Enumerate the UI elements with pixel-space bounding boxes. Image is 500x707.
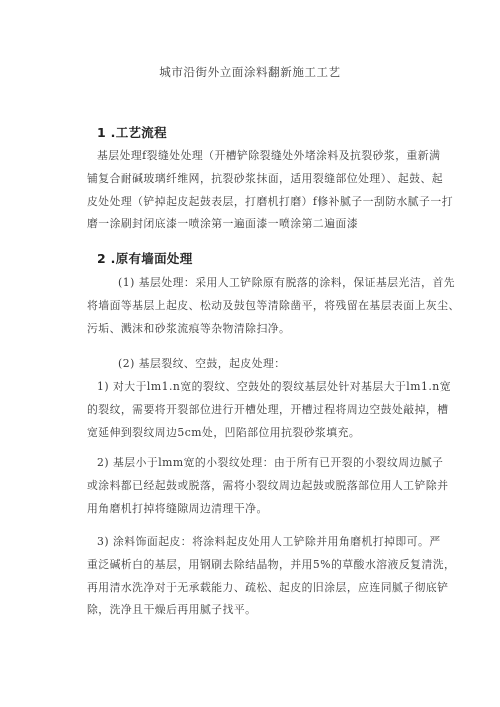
paragraph-line: 2) 基层小于lmm宽的小裂纹处理：由于所有已开裂的小裂纹周边腻子 <box>97 456 444 469</box>
section-heading-wall-treatment: 2 .原有墙面处理 <box>97 251 193 266</box>
paragraph-line: 或涂料都已经起鼓或脱落，需将小裂纹周边起鼓或脱落部位用人工铲除并 <box>87 478 449 492</box>
sub3-paragraph <box>87 531 456 622</box>
paragraph-line: 用角磨机打掉将缝隙周边清理干净。 <box>87 501 268 515</box>
section-heading-process: 1 .工艺流程 <box>97 125 167 140</box>
paragraph-line: 3) 涂料饰面起皮：将涂料起皮处用人工铲除并用角磨机打掉即可。严 <box>97 535 441 548</box>
paragraph-line: 基层处理f裂缝处处理（开槽铲除裂缝处外堵涂料及抗裂砂浆，重新满 <box>97 149 441 162</box>
paragraph-line: 污垢、溅沫和砂浆流痕等杂物清除扫净。 <box>87 321 291 335</box>
paragraph-line: 皮处处理（铲掉起皮起鼓表层，打磨机打磨）f修补腻子一刮防水腻子一打 <box>87 194 453 208</box>
paragraph-line: 重泛碱析白的基层，用钢刷去除结晶物，并用5%的草酸水溶液反复清洗， <box>87 557 456 571</box>
paragraph-line: 磨一涂刷封闭底漆一喷涂第一遍面漆一喷涂第二遍面漆 <box>87 217 359 231</box>
paragraph-line: 宽延伸到裂纹周边5cm处，凹陷部位用抗裂砂浆填充。 <box>87 425 361 439</box>
sub2-paragraph <box>87 452 449 520</box>
item1-paragraph <box>87 272 460 340</box>
paragraph-line: 的裂纹，需要将开裂部位进行开槽处理，开槽过程将周边空鼓处敲掉，槽 <box>87 402 449 416</box>
item2-label: (2) 基层裂纹、空鼓，起皮处理： <box>118 357 286 370</box>
paragraph-line: 将墙面等基层上起皮、松动及鼓包等清除凿平，将残留在基层表面上灰尘、 <box>87 298 460 312</box>
paragraph-line: 再用清水洗净对于无承载能力、疏松、起皮的旧涂层，应连同腻子彻底铲 <box>87 580 449 594</box>
paragraph-line: 除，洗净且干燥后再用腻子找平。 <box>87 603 257 617</box>
paragraph-line: 1) 对大于lm1.n宽的裂纹、空鼓处的裂纹基层处针对基层大于lm1.n宽 <box>97 380 452 393</box>
sub1-paragraph <box>87 376 452 444</box>
document-title: 城市沿街外立面涂料翻新施工工艺 <box>159 65 341 79</box>
process-paragraph <box>87 145 453 236</box>
paragraph-line: (1) 基层处理：采用人工铲除原有脱落的涂料，保证基层光洁，首先 <box>118 276 456 289</box>
paragraph-line: 铺复合耐碱玻璃纤维网，抗裂砂浆抹面，适用裂缝部位处理）、起鼓、起 <box>87 171 444 185</box>
